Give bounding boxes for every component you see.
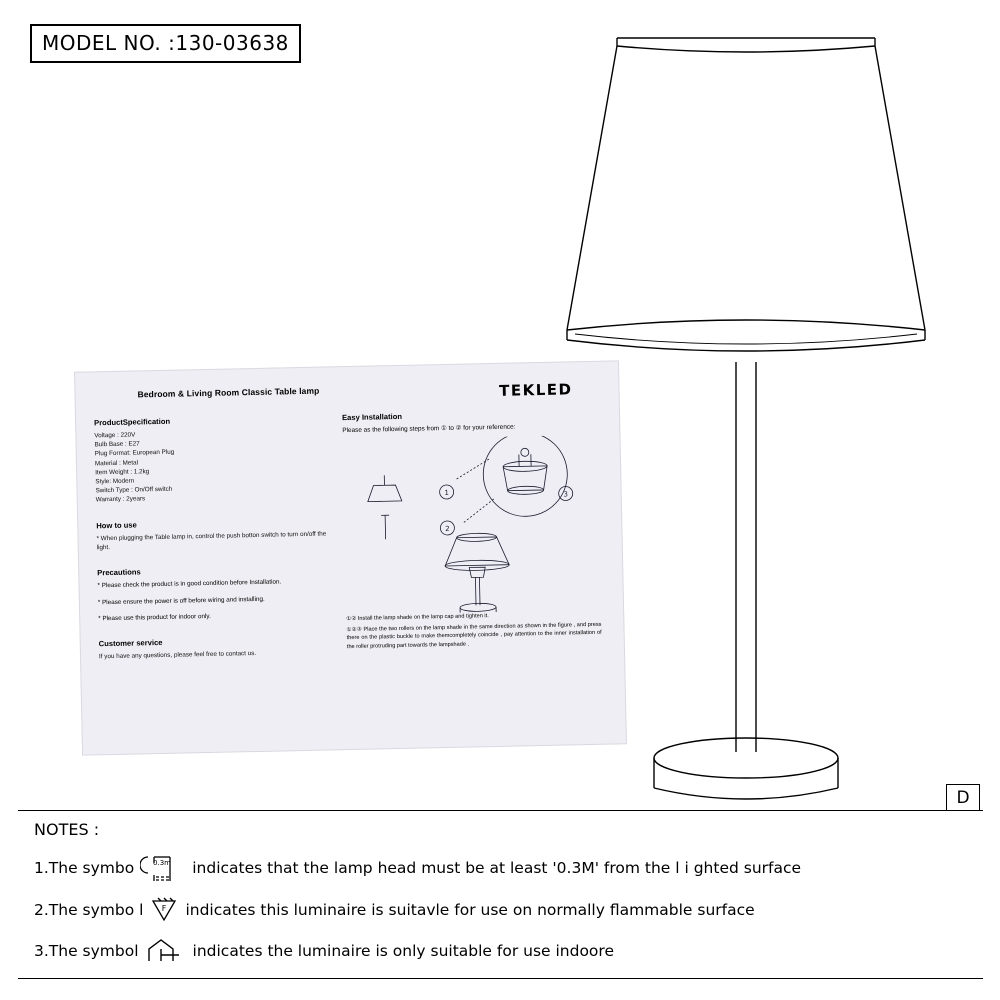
precaution-item: * Please check the product is in good condition before Installation. bbox=[97, 578, 282, 590]
installation-diagram-svg bbox=[343, 435, 597, 615]
brand-logo: TEKLED bbox=[498, 380, 573, 400]
notes-heading: NOTES : bbox=[34, 820, 100, 839]
note-3-prefix: 3.The symbol bbox=[34, 942, 139, 960]
install-subtitle: Please as the following steps from ① to ② for your reference: bbox=[342, 423, 516, 435]
label-title: Bedroom & Living Room Classic Table lamp bbox=[137, 385, 320, 400]
note-3-text: indicates the luminaire is only suitable for use indoore bbox=[192, 942, 614, 960]
install-note: ①② Install the lamp shade on the lamp cap and tighten it. bbox=[346, 613, 489, 623]
flammable-surface-icon-svg bbox=[149, 896, 179, 924]
note-1-text: indicates that the lamp head must be at least '0.3M' from the l i ghted surface bbox=[192, 859, 802, 877]
precaution-item: * Please ensure the power is off before wiring and installing. bbox=[97, 595, 265, 607]
product-label-sheet bbox=[75, 361, 626, 754]
note-item-3 bbox=[34, 937, 974, 965]
install-note: ①②③ Place the two rollers on the lamp shade in the same direction as shown in the figure , and press there on the plastic buckle to make themcompletely coincide , pay attention to the inner installation of the roller protruding part towards the lampshade . bbox=[346, 621, 602, 650]
notes-divider-top bbox=[18, 810, 983, 811]
notes-section bbox=[34, 820, 974, 978]
page-marker-letter: D bbox=[956, 787, 970, 808]
spec-item: Bulb Base : E27 bbox=[94, 440, 140, 449]
svg-text:0.3m: 0.3m bbox=[153, 859, 172, 867]
spec-heading: ProductSpecification bbox=[94, 416, 171, 428]
svg-text:3: 3 bbox=[563, 490, 569, 499]
note-2-prefix: 2.The symbo l bbox=[34, 901, 144, 919]
svg-text:2: 2 bbox=[445, 524, 450, 534]
model-number-text: MODEL NO. :130-03638 bbox=[42, 31, 289, 55]
spec-item: Style: Modern bbox=[95, 477, 135, 486]
precautions-heading: Precautions bbox=[97, 567, 141, 578]
note-item-1 bbox=[34, 853, 974, 883]
installation-diagram bbox=[343, 435, 597, 615]
model-number-box bbox=[30, 24, 301, 63]
indoor-use-icon-svg bbox=[145, 937, 187, 965]
note-item-2 bbox=[34, 896, 974, 924]
note-2-text: indicates this luminaire is suitavle for use on normally flammable surface bbox=[185, 901, 755, 919]
label-sheet-inner bbox=[75, 361, 626, 754]
precaution-item: * Please use this product for indoor only. bbox=[98, 613, 211, 623]
label-left-column bbox=[94, 414, 329, 662]
spec-item: Item Weight : 1.2kg bbox=[95, 468, 150, 477]
indoor-use-icon bbox=[145, 937, 187, 965]
notes-divider-bottom bbox=[18, 978, 983, 979]
how-to-use-heading: How to use bbox=[96, 520, 137, 530]
min-distance-icon bbox=[140, 853, 186, 883]
svg-text:F: F bbox=[162, 904, 167, 913]
svg-text:1: 1 bbox=[444, 488, 449, 498]
note-1-prefix: 1.The symbo bbox=[34, 859, 135, 877]
spec-item: Voltage : 220V bbox=[94, 431, 136, 440]
flammable-surface-icon bbox=[149, 896, 179, 924]
spec-item: Material : Metal bbox=[94, 459, 139, 467]
customer-service-text: If you have any questions, please feel free to contact us. bbox=[98, 649, 257, 660]
min-distance-icon-svg bbox=[140, 853, 186, 883]
customer-service-heading: Customer service bbox=[98, 637, 163, 648]
how-to-use-text: * When plugging the Table lamp in, control the push botton switch to turn on/off the light. bbox=[96, 530, 327, 552]
install-heading: Easy Installation bbox=[341, 411, 403, 423]
page-marker bbox=[946, 784, 980, 810]
label-right-column bbox=[342, 408, 602, 651]
spec-item: Switch Type : On/Off switch bbox=[95, 485, 173, 495]
spec-item: Warranty : 2years bbox=[95, 495, 146, 504]
spec-item: Plug Format: European Plug bbox=[94, 449, 175, 458]
